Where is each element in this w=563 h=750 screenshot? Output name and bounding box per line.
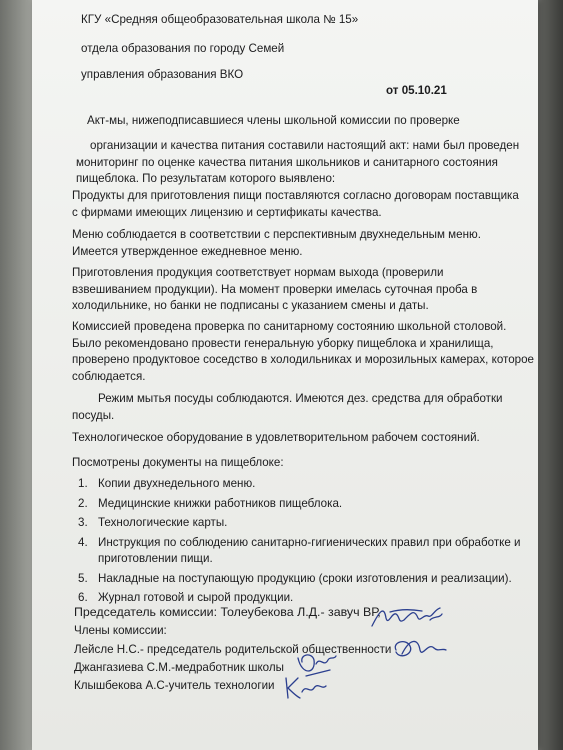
list-item (78, 535, 528, 568)
sanitary-paragraph: Комиссией проведена проверка по санитарному состоянию школьной столовой. Было рекомендовано провести генеральную уборку пищеблока и хранилища, проверено продуктовое соседство в холодильниках и морозильных камерах, которое соблюдается. (72, 320, 534, 383)
list-item (78, 476, 528, 493)
header-school-name: КГУ «Средняя общеобразовательная школа № 15» (81, 13, 359, 26)
commission-members-heading: Члены комиссии: (74, 624, 167, 637)
products-paragraph: Продукты для приготовления пищи поставляются согласно договорам поставщика с фирмами имеющих лицензию и сертификаты качества. (72, 189, 519, 219)
list-item-number: 1. (78, 477, 88, 490)
list-item-text: Медицинские книжки работников пищеблока. (98, 496, 343, 510)
list-item-number: 6. (78, 591, 88, 604)
header-administration: управления образования ВКО (81, 68, 244, 81)
member1-signature (388, 634, 448, 669)
list-item-text: Копии двухнедельного меню. (98, 477, 256, 490)
list-item-text: Технологические карты. (98, 516, 228, 529)
equipment-paragraph: Технологическое оборудование в удовлетворительном рабочем состояний. (72, 431, 480, 444)
document-page (32, 0, 538, 750)
list-item-text: Журнал готовой и сырой продукции. (98, 591, 294, 604)
member-technology-teacher: Клышбекова А.С-учитель технологии (74, 679, 275, 692)
intro-paragraph: организации и качества питания составили настоящий акт: нами был проведен мониторинг по оценке качества питания школьников и санитарного состояния пищеблока. По результатам которого выявлено: (76, 139, 520, 185)
list-item-text: Накладные на поступающую продукцию (сроки изготовления и реализации). (98, 571, 512, 585)
list-item-number: 2. (78, 496, 88, 510)
list-item-text: Инструкция по соблюдению санитарно-гигиенических правил при обработке и приготовлении пищи. (98, 535, 521, 565)
document-date: от 05.10.21 (386, 84, 447, 97)
list-item (78, 571, 528, 588)
chair-signature (370, 600, 450, 637)
documents-heading: Посмотрены документы на пищеблоке: (72, 456, 284, 469)
header-department: отдела образования по городу Семей (81, 42, 285, 55)
list-item (78, 496, 528, 513)
list-item-number: 3. (78, 516, 88, 529)
list-item-number: 5. (78, 571, 88, 585)
commission-chair: Председатель комиссии: Толеубекова Л.Д.- завуч ВР, (74, 605, 381, 619)
intro-first-line: Акт-мы, нижеподписавшиеся члены школьной комиссии по проверке (87, 114, 460, 127)
member-nurse: Джангазиева С.М.-медработник школы (74, 661, 284, 674)
member3-signature (280, 674, 330, 709)
menu-paragraph: Меню соблюдается в соответствии с перспективным двухнедельным меню. Имеется утвержденное ежедневное меню. (72, 228, 481, 258)
list-item (78, 515, 528, 532)
documents-list (78, 476, 528, 610)
output-paragraph: Приготовления продукция соответствует нормам выхода (проверили взвешиванием продукции). На момент проверки имелась суточная проба в холодильнике, но банки не подписаны с указанием смены и даты. (72, 266, 478, 312)
member-parent-council: Лейсле Н.С.- председатель родительской общественности (74, 643, 392, 656)
list-item-number: 4. (78, 535, 88, 549)
dishes-paragraph: Режим мытья посуды соблюдаются. Имеются дез. средства для обработки посуды. (72, 392, 503, 422)
